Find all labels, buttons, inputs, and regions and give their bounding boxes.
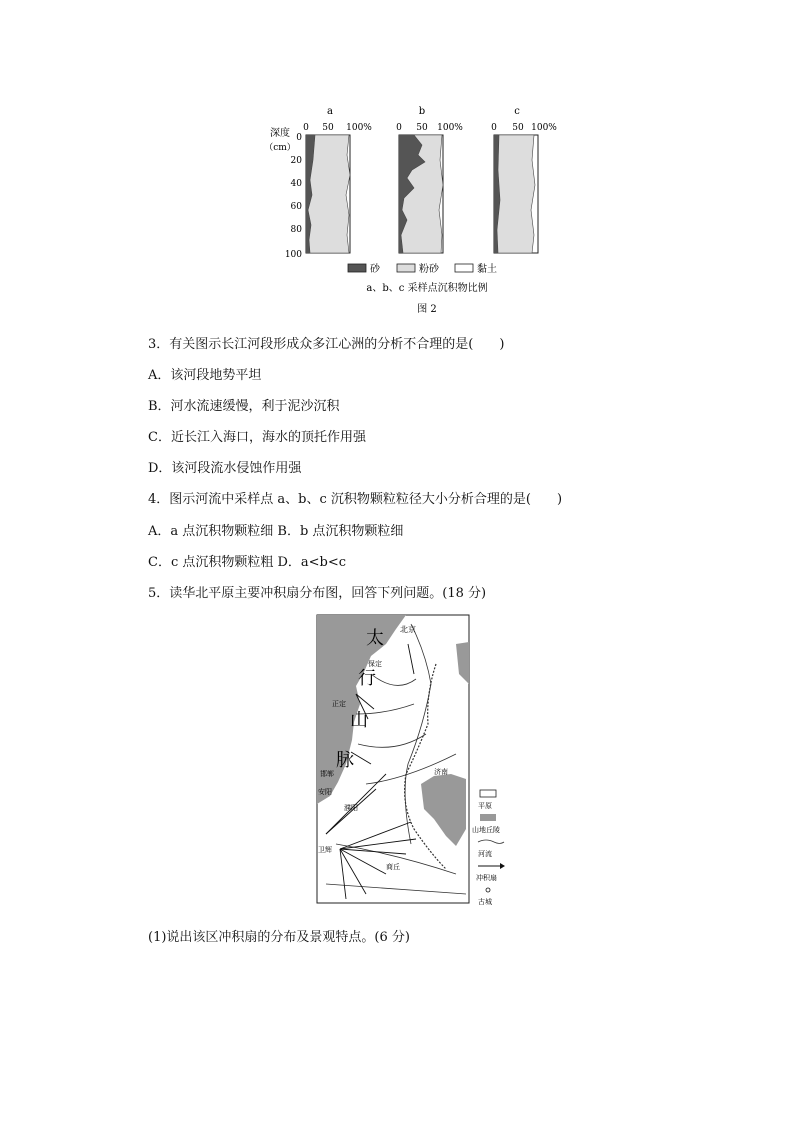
depth-tick-60: 60 (290, 202, 302, 212)
tick-b-50: 50 (416, 123, 428, 133)
tick-c-0: 0 (491, 123, 497, 133)
sediment-ratio-figure (262, 100, 562, 320)
depth-label: 深度 (270, 128, 290, 139)
city-weihui: 卫辉 (318, 846, 332, 854)
legend-river: 河流 (478, 850, 492, 858)
city-baoding: 保定 (368, 660, 382, 668)
city-beijing: 北京 (400, 625, 416, 634)
figure-number: 图 2 (417, 304, 437, 315)
tick-c-100: 100% (531, 123, 557, 133)
legend-hills: 山地丘陵 (472, 826, 500, 834)
legend-alluvial-fan: 冲积扇 (476, 874, 497, 882)
map-label-hang: 行 (358, 668, 376, 689)
depth-unit: （cm） (264, 143, 296, 153)
question-3-option-c: C．近长江入海口，海水的顶托作用强 (148, 430, 366, 445)
question-5-stem: 5．读华北平原主要冲积扇分布图，回答下列问题。(18 分) (148, 586, 487, 601)
city-zhengding: 正定 (332, 700, 346, 708)
map-label-tai: 太 (366, 628, 384, 649)
tick-b-0: 0 (396, 123, 402, 133)
question-3-option-b: B．河水流速缓慢，利于泥沙沉积 (148, 399, 340, 414)
alluvial-fan-map (316, 614, 472, 908)
question-4-options-ab: A．a 点沉积物颗粒细 B．b 点沉积物颗粒细 (148, 524, 404, 539)
tick-b-100: 100% (437, 123, 463, 133)
panel-label-c: c (514, 106, 520, 117)
panel-label-b: b (418, 106, 426, 117)
map-label-mai: 脉 (336, 750, 354, 771)
city-jinan: 济南 (434, 768, 448, 776)
question-4-options-cd: C．c 点沉积物颗粒粗 D．a<b<c (148, 555, 347, 570)
legend-silt: 粉砂 (419, 264, 439, 275)
depth-tick-80: 80 (290, 225, 302, 235)
depth-tick-100: 100 (284, 250, 302, 260)
legend-ancient-city: 古城 (478, 898, 492, 906)
tick-a-0: 0 (303, 123, 309, 133)
tick-c-50: 50 (512, 123, 524, 133)
panel-a (306, 135, 350, 253)
question-3-option-a: A．该河段地势平坦 (148, 368, 262, 383)
legend-sand: 砂 (370, 264, 380, 275)
panel-label-a: a (327, 106, 333, 117)
city-anyang: 安阳 (318, 788, 332, 796)
question-3-stem: 3．有关图示长江河段形成众多江心洲的分析不合理的是( ) (148, 337, 505, 352)
figure-legend (348, 262, 497, 275)
figure-caption: a、b、c 采样点沉积物比例 (366, 283, 488, 294)
city-shangqiu: 商丘 (386, 863, 400, 871)
panel-c (494, 135, 538, 253)
legend-clay: 黏土 (477, 264, 497, 275)
depth-tick-0: 0 (296, 133, 302, 143)
tick-a-50: 50 (322, 123, 334, 133)
city-handan: 邯郸 (320, 770, 334, 778)
map-label-shan: 山 (350, 710, 368, 731)
question-4-stem: 4．图示河流中采样点 a、b、c 沉积物颗粒粒径大小分析合理的是( ) (148, 492, 563, 507)
tick-a-100: 100% (346, 123, 372, 133)
panel-b (399, 135, 443, 253)
depth-tick-20: 20 (290, 156, 302, 166)
city-puyang: 濮阳 (344, 804, 358, 812)
question-5-part-1: (1)说出该区冲积扇的分布及景观特点。(6 分) (148, 930, 410, 945)
depth-tick-40: 40 (290, 179, 302, 189)
question-3-option-d: D．该河段流水侵蚀作用强 (148, 461, 302, 476)
map-legend (472, 788, 508, 910)
legend-plain: 平原 (478, 802, 492, 810)
